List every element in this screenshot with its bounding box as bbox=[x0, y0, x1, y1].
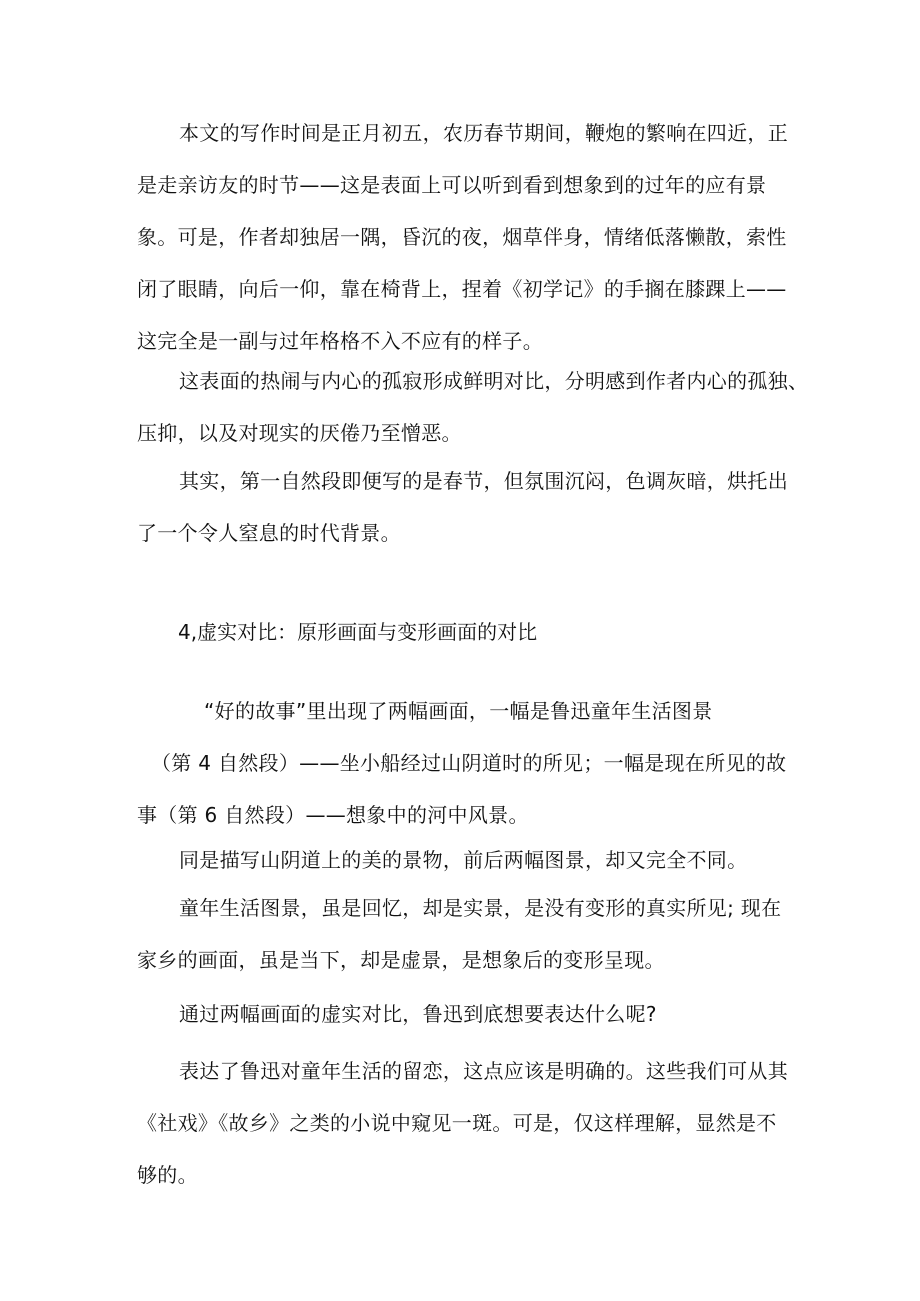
text-line: 其实，第一自然段即便写的是春节，但氛围沉闷，色调灰暗，烘托出 bbox=[179, 469, 788, 493]
text-line: 通过两幅画面的虚实对比，鲁迅到底想要表达什么呢? bbox=[179, 1002, 657, 1026]
text-line: “好的故事”里出现了两幅画面，一幅是鲁迅童年生活图景 bbox=[204, 699, 713, 723]
text-line: 童年生活图景，虽是回忆，却是实景，是没有变形的真实所见; 现在 bbox=[179, 896, 782, 920]
paragraph-real-vs-imagined bbox=[137, 882, 787, 986]
text-line: 本文的写作时间是正月初五，农历春节期间，鞭炮的繁响在四近，正 bbox=[179, 121, 788, 145]
paragraph-question bbox=[137, 988, 787, 1040]
text-line: 了一个令人窒息的时代背景。 bbox=[137, 521, 401, 545]
text-line: 是走亲访友的时节——这是表面上可以听到看到想象到的过年的应有景 bbox=[137, 173, 767, 197]
text-line: 《社戏》《故乡》之类的小说中窥见一斑。可是，仅这样理解，显然是不 bbox=[137, 1111, 777, 1135]
text-line: 象。可是，作者却独居一隅，昏沉的夜，烟草伴身，情绪低落懒散，索性 bbox=[137, 225, 787, 249]
paragraph-nostalgia bbox=[137, 1045, 787, 1201]
text-line: 同是描写山阴道上的美的景物，前后两幅图景，却又完全不同。 bbox=[179, 848, 748, 872]
paragraph-same-scenery bbox=[137, 834, 787, 886]
text-line: 闭了眼睛，向后一仰，靠在椅背上，捏着《初学记》的手搁在膝踝上—— bbox=[137, 277, 787, 301]
text-line: 这表面的热闹与内心的孤寂形成鲜明对比，分明感到作者内心的孤独、 bbox=[179, 369, 809, 393]
text-line: （第 4 自然段）——坐小船经过山阴道时的所见；一幅是现在所见的故 bbox=[151, 751, 787, 775]
paragraph-atmosphere bbox=[137, 455, 787, 559]
text-line: 这完全是一副与过年格格不入不应有的样子。 bbox=[137, 329, 543, 353]
paragraph-contrast bbox=[137, 355, 809, 459]
text-line: 事（第 6 自然段）——想象中的河中风景。 bbox=[137, 803, 529, 827]
paragraph-writing-time bbox=[137, 107, 787, 367]
text-line: 压抑，以及对现实的厌倦乃至憎恶。 bbox=[137, 421, 462, 445]
paragraph-two-pictures bbox=[137, 685, 787, 841]
text-line: 够的。 bbox=[137, 1163, 198, 1187]
text-line: 表达了鲁迅对童年生活的留恋，这点应该是明确的。这些我们可从其 bbox=[179, 1059, 788, 1083]
section-heading: 4,虚实对比：原形画面与变形画面的对比 bbox=[178, 620, 538, 644]
text-line: 家乡的画面，虽是当下，却是虚景，是想象后的变形呈现。 bbox=[137, 948, 665, 972]
